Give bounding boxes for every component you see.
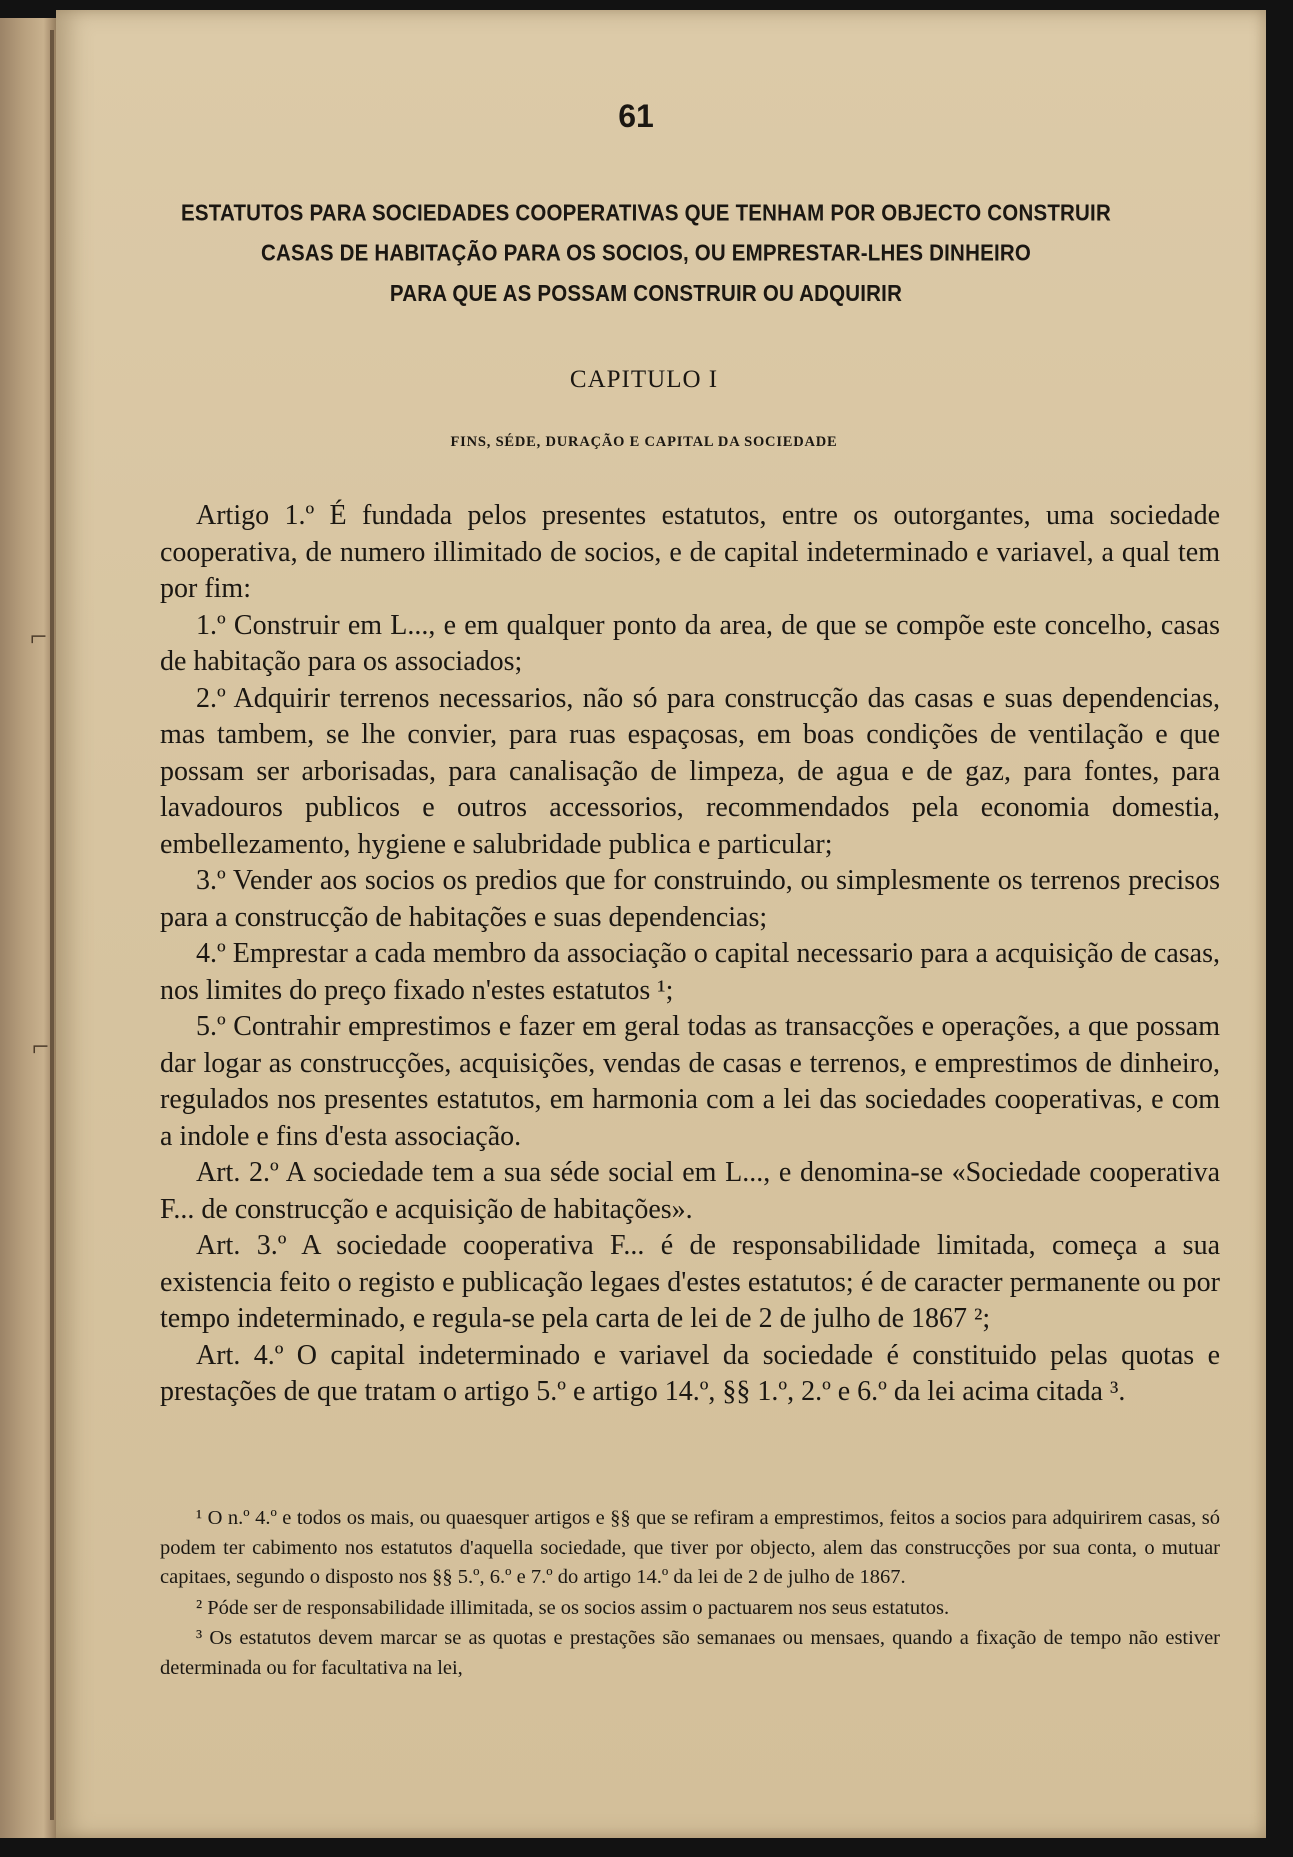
paragraph: Art. 4.º O capital indeterminado e variavel da sociedade é constituido pelas quotas e prestações de que tratam o artigo 5.º e artigo 14.º, §§ 1.º, 2.º e 6.º da lei acima citada ³. [160, 1339, 1220, 1407]
main-title [166, 194, 1126, 315]
spine-edge [50, 30, 54, 1820]
book-page [56, 10, 1266, 1838]
paragraph: 1.º Construir em L..., e em qualquer ponto da area, de que se compõe este concelho, casas de habitação para os associados; [160, 609, 1220, 677]
main-title-line: PARA QUE AS POSSAM CONSTRUIR OU ADQUIRIR [389, 280, 903, 307]
paragraph: 4.º Emprestar a cada membro da associação o capital necessario para a acquisição de casas, nos limites do preço fixado n'estes estatutos ¹; [160, 938, 1220, 1006]
margin-mark-icon: ⌐ [32, 1030, 49, 1063]
paragraph: 5.º Contrahir emprestimos e fazer em geral todas as transacções e operações, a que possam dar logar as construcções, acquisições, vendas de casas e terrenos, e emprestimos de dinheiro, regulados nos presentes estatutos, em harmonia com a lei das sociedades cooperativas, e com a indole e fins d'esta associação. [160, 1011, 1220, 1152]
footnote: ² Póde ser de responsabilidade illimitada, se os socios assim o pactuarem nos seus estatutos. [196, 1596, 950, 1619]
paragraph: Art. 3.º A sociedade cooperativa F... é de responsabilidade limitada, começa a sua existencia feito o registo e publicação legaes d'estes estatutos; é de caracter permanente ou por tempo indeterminado, e regula-se pela carta de lei de 2 de julho de 1867 ²; [160, 1230, 1220, 1334]
main-title-line: CASAS DE HABITAÇÃO PARA OS SOCIOS, OU EMPRESTAR-LHES DINHEIRO [261, 240, 1031, 267]
footnote: ³ Os estatutos devem marcar se as quotas e prestações são semanaes ou mensaes, quando a fixação de tempo não estiver determinada ou for facultativa na lei, [160, 1627, 1220, 1679]
paragraph: 3.º Vender aos socios os predios que for construindo, ou simplesmente os terrenos precisos para a construcção de habitações e suas dependencias; [160, 865, 1220, 933]
paragraph: Artigo 1.º É fundada pelos presentes estatutos, entre os outorgantes, uma sociedade cooperativa, de numero illimitado de socios, e de capital indeterminado e variavel, a qual tem por fim: [160, 500, 1220, 604]
body-text [160, 498, 1220, 1411]
chapter-title: CAPITULO I [569, 366, 719, 393]
paragraph: Art. 2.º A sociedade tem a sua séde social em L..., e denomina-se «Sociedade cooperativa F... de construcção e acquisição de habitações». [160, 1157, 1220, 1225]
margin-mark-icon: ⌐ [30, 620, 47, 653]
footnotes [160, 1504, 1220, 1684]
main-title-line: ESTATUTOS PARA SOCIEDADES COOPERATIVAS QUE TENHAM POR OBJECTO CONSTRUIR [181, 200, 1111, 226]
paragraph: 2.º Adquirir terrenos necessarios, não só para construcção das casas e suas dependencias, mas tambem, se lhe convier, para ruas espaçosas, em boas condições de ventilação e que possam ser arborisadas, para canalisação de limpeza, de agua e de gaz, para fontes, para lavadouros publicos e outros accessorios, recommendados pela economia domestia, embellezamento, hygiene e salubridade publica e particular; [160, 682, 1220, 860]
footnote: ¹ O n.º 4.º e todos os mais, ou quaesquer artigos e §§ que se refiram a emprestimos, feitos a socios para adquirirem casas, só podem ter cabimento nos estatutos d'aquella sociedade, que tiver por objecto, alem das construcções por sua conta, o mutuar capitaes, segundo o disposto nos §§ 5.º, 6.º e 7.º do artigo 14.º da lei de 2 de julho de 1867. [160, 1507, 1220, 1588]
chapter-subtitle: FINS, SÉDE, DURAÇÃO E CAPITAL DA SOCIEDADE [450, 434, 838, 450]
page-number: 61 [618, 98, 654, 134]
